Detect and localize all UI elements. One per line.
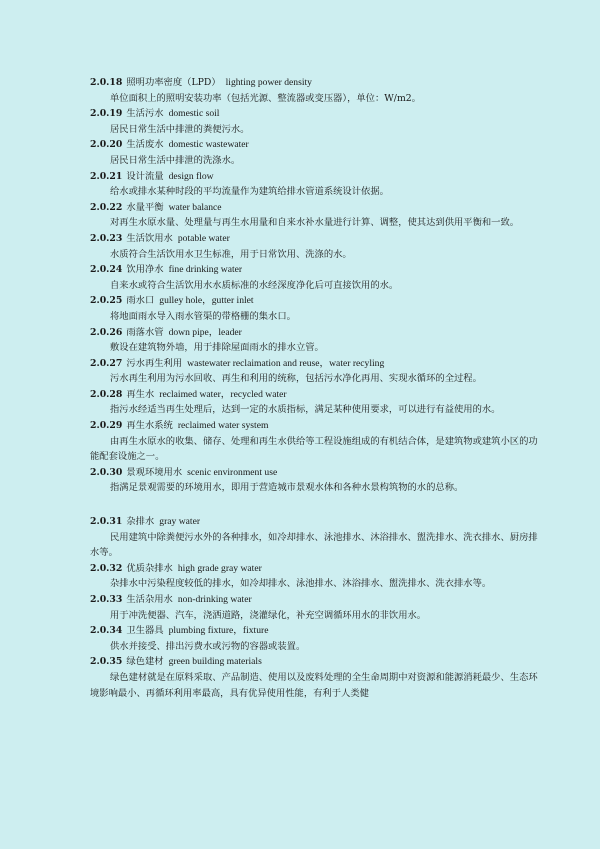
term-chinese: 雨水口 xyxy=(126,295,155,307)
term-chinese: 饮用净水 xyxy=(126,264,164,276)
term-english: gulley hole，gutter inlet xyxy=(159,295,254,307)
term-english: reclaimed water，recycled water xyxy=(159,388,287,400)
term-heading xyxy=(90,169,540,185)
term-entry xyxy=(90,387,540,418)
term-entry xyxy=(90,356,540,387)
term-chinese: 设计流量 xyxy=(126,170,164,182)
term-english: plumbing fixture，fixture xyxy=(168,625,269,637)
term-heading xyxy=(90,293,540,309)
section-gap xyxy=(90,496,540,514)
term-number: 2.0.32 xyxy=(90,562,123,574)
term-heading xyxy=(90,465,540,481)
term-entry xyxy=(90,561,540,592)
term-english: potable water xyxy=(177,232,230,244)
term-entry xyxy=(90,231,540,262)
term-number: 2.0.20 xyxy=(90,139,123,151)
term-number: 2.0.21 xyxy=(90,170,123,182)
term-number: 2.0.22 xyxy=(90,201,123,213)
term-chinese: 卫生器具 xyxy=(126,625,164,637)
term-entry xyxy=(90,623,540,654)
term-english: fine drinking water xyxy=(168,264,243,276)
term-chinese: 景观环境用水 xyxy=(126,466,183,478)
term-heading xyxy=(90,231,540,247)
term-heading xyxy=(90,262,540,278)
term-definition: 自来水或符合生活饮用水水质标准的水经深度净化后可直接饮用的水。 xyxy=(110,279,399,291)
term-number: 2.0.28 xyxy=(90,388,123,400)
term-definition: 绿色建材就是在原料采取、产品制造、使用以及废料处理的全生命周期中对资源和能源消耗最少、生态环境影响最小、再循环利用率最高，具有优异使用性能，有利于人类健 xyxy=(90,671,538,699)
term-number: 2.0.33 xyxy=(90,594,123,605)
term-english: down pipe，leader xyxy=(168,326,242,338)
term-definition: 由再生水原水的收集、储存、处理和再生水供给等工程设施组成的有机结合体，是建筑物或建筑小区的功能配套设施之一。 xyxy=(90,435,538,463)
term-number: 2.0.35 xyxy=(90,656,123,668)
term-english: lighting power density xyxy=(225,77,312,88)
term-chinese: 绿色建材 xyxy=(126,656,164,668)
term-english: non-drinking water xyxy=(177,594,252,605)
term-definition: 用于冲洗便器、汽车，浇洒道路，浇灌绿化，补充空调循环用水的非饮用水。 xyxy=(110,609,427,621)
term-english: wastewater reclaimation and reuse，water recyling xyxy=(187,357,385,369)
term-entry xyxy=(90,293,540,324)
term-entry xyxy=(90,418,540,465)
term-number: 2.0.27 xyxy=(90,357,123,369)
term-heading xyxy=(90,137,540,153)
term-entry xyxy=(90,106,540,137)
term-english: scenic environment use xyxy=(187,466,278,478)
term-number: 2.0.29 xyxy=(90,420,123,432)
term-english: high grade gray water xyxy=(177,562,262,574)
term-entry xyxy=(90,262,540,293)
term-entry xyxy=(90,137,540,168)
term-definition: 对再生水原水量、处理量与再生水用量和自来水补水量进行计算、调整，使其达到供用平衡和一致。 xyxy=(110,217,520,229)
term-heading xyxy=(90,387,540,403)
term-heading xyxy=(90,418,540,434)
term-heading xyxy=(90,561,540,577)
term-chinese: 生活饮用水 xyxy=(126,232,173,244)
term-definition: 指满足景观需要的环境用水，即用于营造城市景观水体和各种水景构筑物的水的总称。 xyxy=(110,482,464,494)
term-chinese: 生活污水 xyxy=(126,108,164,120)
term-heading xyxy=(90,623,540,639)
term-number: 2.0.26 xyxy=(90,326,123,338)
term-definition: 杂排水中污染程度较低的排水，如冷却排水、泳池排水、沐浴排水、盥洗排水、洗衣排水等。 xyxy=(110,578,492,590)
term-heading xyxy=(90,106,540,122)
term-chinese: 生活废水 xyxy=(126,139,164,151)
term-entry xyxy=(90,514,540,561)
term-chinese: 照明功率密度（LPD） xyxy=(126,77,221,88)
term-definition: 将地面雨水导入雨水管渠的带格栅的集水口。 xyxy=(110,310,296,322)
term-chinese: 污水再生利用 xyxy=(126,357,183,369)
term-english: domestic wastewater xyxy=(168,139,249,151)
term-heading xyxy=(90,325,540,341)
term-number: 2.0.24 xyxy=(90,264,123,276)
term-definition: 居民日常生活中排泄的粪便污水。 xyxy=(110,123,250,135)
term-chinese: 优质杂排水 xyxy=(126,562,173,574)
term-english: gray water xyxy=(159,516,201,528)
term-entry xyxy=(90,200,540,231)
term-entry xyxy=(90,654,540,701)
term-number: 2.0.34 xyxy=(90,625,123,637)
term-number: 2.0.23 xyxy=(90,232,123,244)
term-entry xyxy=(90,465,540,496)
term-number: 2.0.19 xyxy=(90,108,123,120)
term-definition: 水质符合生活饮用水卫生标准，用于日常饮用、洗涤的水。 xyxy=(110,248,352,260)
term-heading xyxy=(90,200,540,216)
term-definition: 单位面积上的照明安装功率（包括光源、整流器或变压器），单位：W/m2。 xyxy=(110,92,421,104)
term-english: design flow xyxy=(168,170,214,182)
term-english: water balance xyxy=(168,201,222,213)
term-entry xyxy=(90,325,540,356)
term-number: 2.0.30 xyxy=(90,466,123,478)
term-chinese: 雨落水管 xyxy=(126,326,164,338)
term-heading xyxy=(90,514,540,530)
term-definition: 敷设在建筑物外墙，用于排除屋面雨水的排水立管。 xyxy=(110,342,324,354)
term-chinese: 再生水 xyxy=(126,388,155,400)
term-heading xyxy=(90,654,540,670)
term-entry xyxy=(90,592,540,623)
term-definition: 污水再生利用为污水回收、再生和利用的统称，包括污水净化再用、实现水循环的全过程。 xyxy=(110,373,482,385)
term-heading xyxy=(90,356,540,372)
term-english: reclaimed water system xyxy=(177,420,269,432)
term-chinese: 生活杂用水 xyxy=(126,594,173,605)
term-definition: 供水并接受、排出污费水或污物的容器或装置。 xyxy=(110,640,306,652)
term-heading xyxy=(90,592,540,608)
term-definition: 给水或排水某种时段的平均流量作为建筑给排水管道系统设计依据。 xyxy=(110,186,389,198)
term-entry xyxy=(90,169,540,200)
term-heading xyxy=(90,75,540,91)
term-definition: 居民日常生活中排泄的洗涤水。 xyxy=(110,154,241,166)
term-number: 2.0.18 xyxy=(90,77,123,88)
term-definition: 民用建筑中除粪便污水外的各种排水，如冷却排水、泳池排水、沐浴排水、盥洗排水、洗衣排水、厨房排水等。 xyxy=(90,531,538,559)
term-english: green building materials xyxy=(168,656,262,668)
term-chinese: 再生水系统 xyxy=(126,420,173,432)
term-entry xyxy=(90,75,540,106)
term-number: 2.0.25 xyxy=(90,295,123,307)
term-chinese: 杂排水 xyxy=(126,516,155,528)
term-number: 2.0.31 xyxy=(90,516,123,528)
term-english: domestic soil xyxy=(168,108,220,120)
term-chinese: 水量平衡 xyxy=(126,201,164,213)
term-definition: 指污水经适当再生处理后，达到一定的水质指标，满足某种使用要求，可以进行有益使用的水。 xyxy=(110,404,501,416)
